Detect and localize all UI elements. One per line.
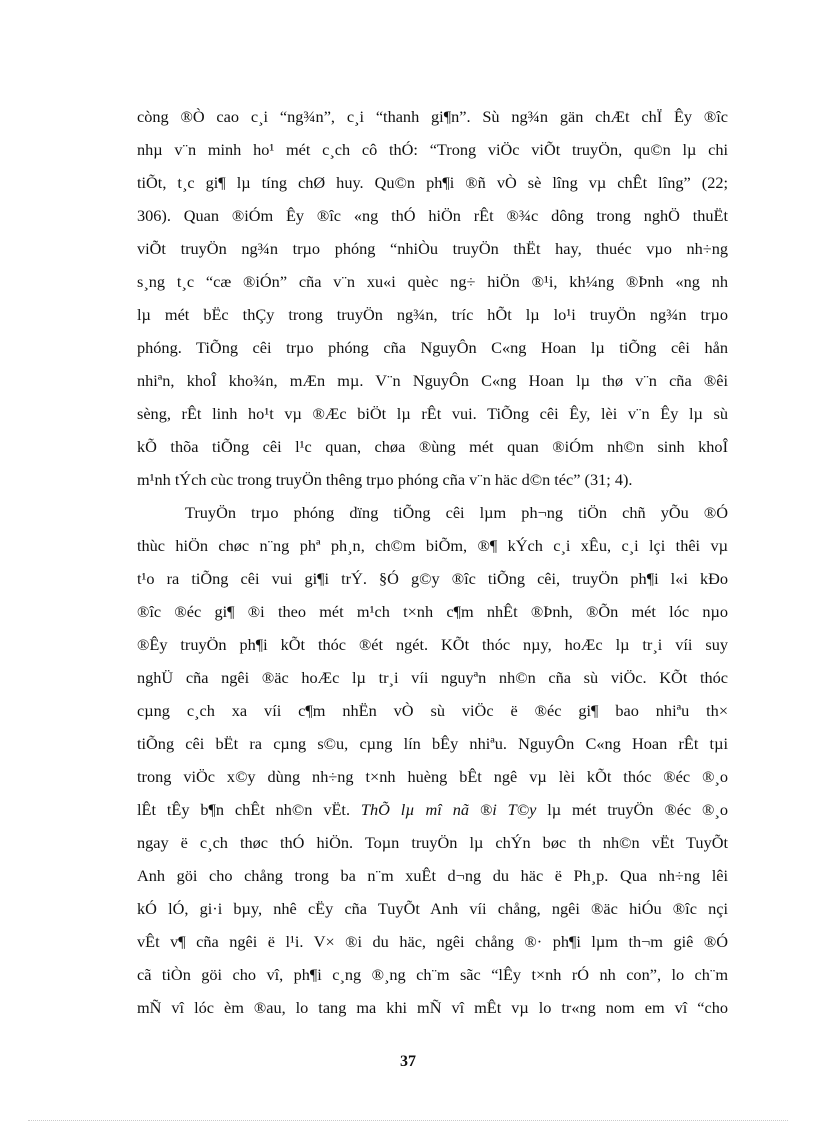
text-line: 306). Quan ®iÓm Êy ®îc «ng thÓ hiÖn rÊt ®¾c dông trong nghÖ thuËt	[137, 206, 728, 225]
paragraph-2	[137, 496, 728, 1024]
text-line: sèng, rÊt linh ho¹t vµ ®Æc biÖt lµ rÊt vui. TiÕng cêi Êy, lèi v¨n Êy lµ sù	[137, 404, 728, 423]
text-line: TruyÖn trµo phóng dïng tiÕng cêi lµm ph¬ng tiÖn chñ yÕu ®Ó	[185, 503, 728, 522]
page-bottom-divider	[28, 1120, 788, 1121]
text-line: ®îc ®éc gi¶ ®i theo mét m¹ch t×nh c¶m nhÊt ®Þnh, ®Õn mét lóc nµo	[137, 602, 728, 621]
page-number: 37	[400, 1053, 416, 1070]
text-line: Anh göi cho chång trong ba n¨m xuÊt d¬ng du häc ë Ph¸p. Qua nh÷ng lêi	[137, 866, 728, 885]
text-line: tiÕt, t¸c gi¶ lµ tíng chØ huy. Qu©n ph¶i ®ñ vÒ sè lîng vµ chÊt lîng” (22;	[137, 173, 728, 192]
text-line-with-title	[137, 793, 728, 826]
text-line: s¸ng t¸c “cæ ®iÓn” cña v¨n xu«i quèc ng÷ hiÖn ®¹i, kh¼ng ®Þnh «ng nh	[137, 272, 728, 291]
text-line: t¹o ra tiÕng cêi vui gi¶i trÝ. §Ó g©y ®îc tiÕng cêi, truyÖn ph¶i l«i kÐo	[137, 569, 728, 588]
text-line: nhµ v¨n minh ho¹ mét c¸ch cô thÓ: “Trong viÖc viÕt truyÖn, qu©n lµ chi	[137, 140, 728, 159]
story-title: ThÕ lµ mî nã ®i T©y	[360, 800, 537, 819]
text-line: cµng c¸ch xa víi c¶m nhËn vÒ sù viÖc ë ®éc gi¶ bao nhiªu th×	[137, 701, 728, 720]
line-suffix: lµ mét truyÖn ®éc ®¸o	[536, 800, 728, 819]
text-line: phóng. TiÕng cêi trµo phóng cña NguyÔn C«ng Hoan lµ tiÕng cêi hån	[137, 338, 728, 357]
line-prefix: lÊt tÊy b¶n chÊt nh©n vËt.	[137, 800, 361, 819]
text-line: ngay ë c¸ch thøc thÓ hiÖn. Toµn truyÖn lµ chÝn bøc th nh©n vËt TuyÕt	[137, 833, 728, 852]
paragraph-1	[137, 100, 728, 496]
text-line: kÓ lÓ, gi·i bµy, nhê cËy cña TuyÕt Anh víi chång, ngêi ®äc hiÓu ®îc nçi	[137, 899, 728, 918]
text-line: cã tiÒn göi cho vî, ph¶i c¸ng ®¸ng ch¨m sãc “lÊy t×nh rÓ nh con”, lo ch¨m	[137, 965, 728, 984]
text-line: vÊt v¶ cña ngêi ë l¹i. V× ®i du häc, ngêi chång ®· ph¶i lµm th¬m giê ®Ó	[137, 932, 728, 951]
text-line: m¹nh tÝch cùc trong truyÖn thêng trµo phóng cña v¨n häc d©n téc” (31; 4).	[137, 470, 633, 489]
body-text	[137, 100, 728, 1024]
text-line: ®Êy truyÖn ph¶i kÕt thóc ®ét ngét. KÕt thóc nµy, hoÆc lµ tr¸i víi suy	[137, 635, 728, 654]
text-line: kÕ thõa tiÕng cêi l¹c quan, chøa ®ùng mét quan ®iÓm nh©n sinh khoÎ	[137, 437, 728, 456]
text-line: tiÕng cêi bËt ra cµng s©u, cµng lín bÊy nhiªu. NguyÔn C«ng Hoan rÊt tµi	[137, 734, 728, 753]
text-line: thùc hiÖn chøc n¨ng phª ph¸n, ch©m biÕm, ®¶ kÝch c¸i xÊu, c¸i lçi thêi vµ	[137, 536, 728, 555]
text-line: mÑ vî lóc èm ®au, lo tang ma khi mÑ vî mÊt vµ lo tr«ng nom em vî “cho	[137, 998, 728, 1017]
text-line: nghÜ cña ngêi ®äc hoÆc lµ tr¸i víi nguyªn nh©n cña sù viÖc. KÕt thóc	[137, 668, 728, 687]
text-line: nhiªn, khoÎ kho¾n, mÆn mµ. V¨n NguyÔn C«ng Hoan lµ thø v¨n cña ®êi	[137, 371, 728, 390]
text-line: còng ®Ò cao c¸i “ng¾n”, c¸i “thanh gi¶n”. Sù ng¾n gän chÆt chÏ Êy ®îc	[137, 107, 728, 126]
text-line: lµ mét bËc thÇy trong truyÖn ng¾n, tríc hÕt lµ lo¹i truyÖn ng¾n trµo	[137, 305, 728, 324]
text-line: trong viÖc x©y dùng nh÷ng t×nh huèng bÊt ngê vµ lèi kÕt thóc ®éc ®¸o	[137, 767, 728, 786]
text-line: viÕt truyÖn ng¾n trµo phóng “nhiÒu truyÖn thËt hay, thuéc vµo nh÷ng	[137, 239, 728, 258]
